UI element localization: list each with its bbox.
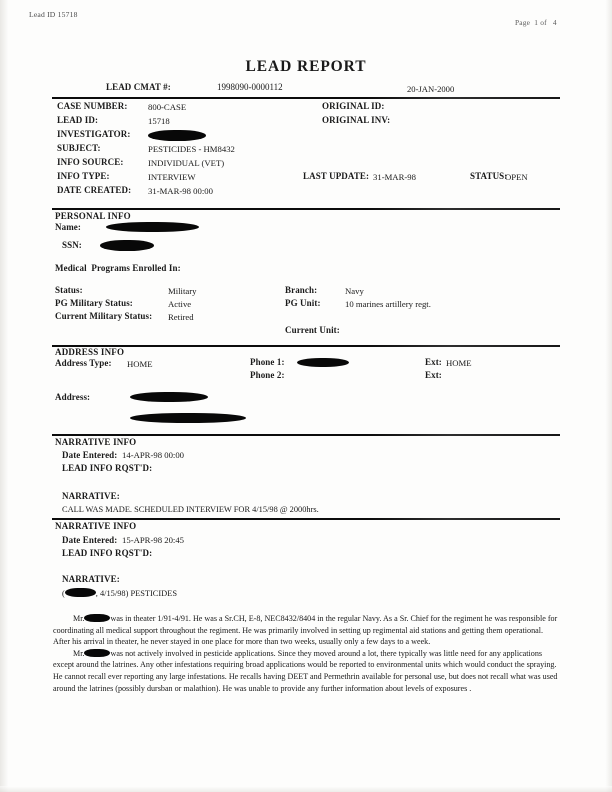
medical-programs-label: Medical Programs Enrolled In: [55, 263, 181, 273]
subject-value: PESTICIDES - HM8432 [148, 144, 235, 154]
phone2-label: Phone 2: [250, 370, 285, 380]
subject-label: SUBJECT: [57, 143, 101, 153]
case-number-label: CASE NUMBER: [57, 101, 128, 111]
divider-rule-narrative-2 [52, 518, 560, 520]
lead-id-value: 15718 [148, 116, 170, 126]
narrative-2-date-entered-label: Date Entered: [62, 535, 118, 545]
pg-unit-value: 10 marines artillery regt. [345, 299, 431, 309]
narrative-2-heading-suffix: , 4/15/98) PESTICIDES [95, 589, 177, 598]
current-military-status-value: Retired [168, 312, 194, 322]
last-update-label: LAST UPDATE: [303, 171, 370, 181]
address-type-label: Address Type: [55, 358, 112, 368]
divider-rule-narrative-1 [52, 434, 560, 436]
page-indicator: Page 1 of 4 [515, 18, 557, 27]
report-date: 20-JAN-2000 [407, 84, 455, 94]
page-title: LEAD REPORT [245, 58, 367, 75]
section-title-narrative-1: NARRATIVE INFO [55, 437, 137, 447]
narrative-2-paragraph-2-text: was not actively involved in pesticide applications. Since they moved around a lot, there typically was little need for any applications except around the latrines. Any other infestations requiring broad applications would be reported to environmental units which would conduct the spraying. He cannot recall ever reporting any large infestations. He recalls having DEET and Permethrin available for personal use, but does not recall what was used around the latrines (possibly dursban or malathion). He was unable to provide any further information about levels of exposures . [53, 648, 558, 693]
scan-edge-bottom [0, 786, 612, 792]
case-number-value: 800-CASE [148, 102, 187, 112]
narrative-2-paragraph-2-lead: Mr. [73, 648, 85, 658]
narrative-2-paragraph-1-redaction [84, 614, 110, 622]
address-line1-redaction [130, 392, 208, 402]
address-line2-redaction [130, 413, 246, 423]
narrative-2-label: NARRATIVE: [62, 574, 120, 584]
narrative-1-lead-info-rqstd-label: LEAD INFO RQST'D: [62, 463, 153, 473]
ext2-label: Ext: [425, 370, 442, 380]
current-military-status-label: Current Military Status: [55, 311, 153, 321]
status-military-value: Military [168, 286, 197, 296]
status-label: STATUS: [470, 171, 508, 181]
narrative-1-label: NARRATIVE: [62, 491, 120, 501]
name-redaction [106, 222, 199, 232]
original-id-label: ORIGINAL ID: [322, 101, 385, 111]
address-type-value: HOME [127, 359, 153, 369]
ssn-redaction [100, 240, 154, 251]
info-source-value: INDIVIDUAL (VET) [148, 158, 225, 168]
narrative-1-date-entered-value: 14-APR-98 00:00 [122, 450, 185, 460]
lead-id-label: LEAD ID: [57, 115, 99, 125]
narrative-2-date-entered-value: 15-APR-98 20:45 [122, 535, 185, 545]
pg-military-status-value: Active [168, 299, 192, 309]
pg-unit-label: PG Unit: [285, 298, 321, 308]
cmat-row [52, 82, 560, 95]
current-unit-label: Current Unit: [285, 325, 340, 335]
cmat-label: LEAD CMAT #: [106, 82, 171, 92]
phone1-label: Phone 1: [250, 357, 285, 367]
divider-rule-address [52, 345, 560, 347]
divider-rule-top [52, 97, 560, 99]
scan-edge-right [605, 0, 612, 792]
date-created-value: 31-MAR-98 00:00 [148, 186, 213, 196]
narrative-2-paragraph-2 [53, 648, 561, 694]
info-type-label: INFO TYPE: [57, 171, 110, 181]
narrative-2-body [53, 613, 561, 694]
narrative-2-paragraph-1 [53, 613, 561, 648]
section-title-narrative-2: NARRATIVE INFO [55, 521, 137, 531]
info-type-value: INTERVIEW [148, 172, 196, 182]
investigator-label: INVESTIGATOR: [57, 129, 131, 139]
date-created-label: DATE CREATED: [57, 185, 132, 195]
section-title-personal-info: PERSONAL INFO [55, 211, 131, 221]
ssn-label: SSN: [62, 240, 82, 250]
narrative-2-paragraph-1-lead: Mr. [73, 614, 85, 623]
running-header-lead-id: Lead ID 15718 [29, 10, 78, 19]
narrative-2-heading-redaction [65, 588, 96, 597]
narrative-2-heading-prefix: ( [62, 589, 65, 598]
phone1-redaction [297, 358, 349, 367]
info-source-label: INFO SOURCE: [57, 157, 124, 167]
narrative-1-text: CALL WAS MADE. SCHEDULED INTERVIEW FOR 4/15/98 @ 2000hrs. [62, 505, 319, 514]
original-inv-label: ORIGINAL INV: [322, 115, 391, 125]
status-value: OPEN [505, 172, 528, 182]
status-military-label: Status: [55, 285, 83, 295]
narrative-2-paragraph-1-text: was in theater 1/91-4/91. He was a Sr.CH, E-8, NEC8432/8404 in the regular Navy. As a Sr. Chief for the regiment he was responsible for coordinating all medical support throughout the regiment. He was primarily involved in setting up regimental aid stations and getting them operational. After his arrival in theater, he never stayed in one place for more than two weeks, usually only a few days to a week. [53, 614, 558, 647]
section-title-address-info: ADDRESS INFO [55, 347, 125, 357]
investigator-redaction [148, 130, 206, 141]
address-label: Address: [55, 392, 91, 402]
scan-edge-left [0, 0, 9, 792]
narrative-2-heading [62, 588, 177, 598]
ext1-value: HOME [446, 358, 472, 368]
branch-label: Branch: [285, 285, 318, 295]
divider-rule-personal [52, 208, 560, 210]
cmat-value: 1998090-0000112 [217, 82, 283, 92]
name-label: Name: [55, 222, 81, 232]
ext1-label: Ext: [425, 357, 442, 367]
branch-value: Navy [345, 286, 364, 296]
narrative-2-paragraph-2-redaction [84, 649, 110, 657]
narrative-2-lead-info-rqstd-label: LEAD INFO RQST'D: [62, 548, 153, 558]
last-update-value: 31-MAR-98 [373, 172, 416, 182]
narrative-1-date-entered-label: Date Entered: [62, 450, 118, 460]
pg-military-status-label: PG Military Status: [55, 298, 133, 308]
